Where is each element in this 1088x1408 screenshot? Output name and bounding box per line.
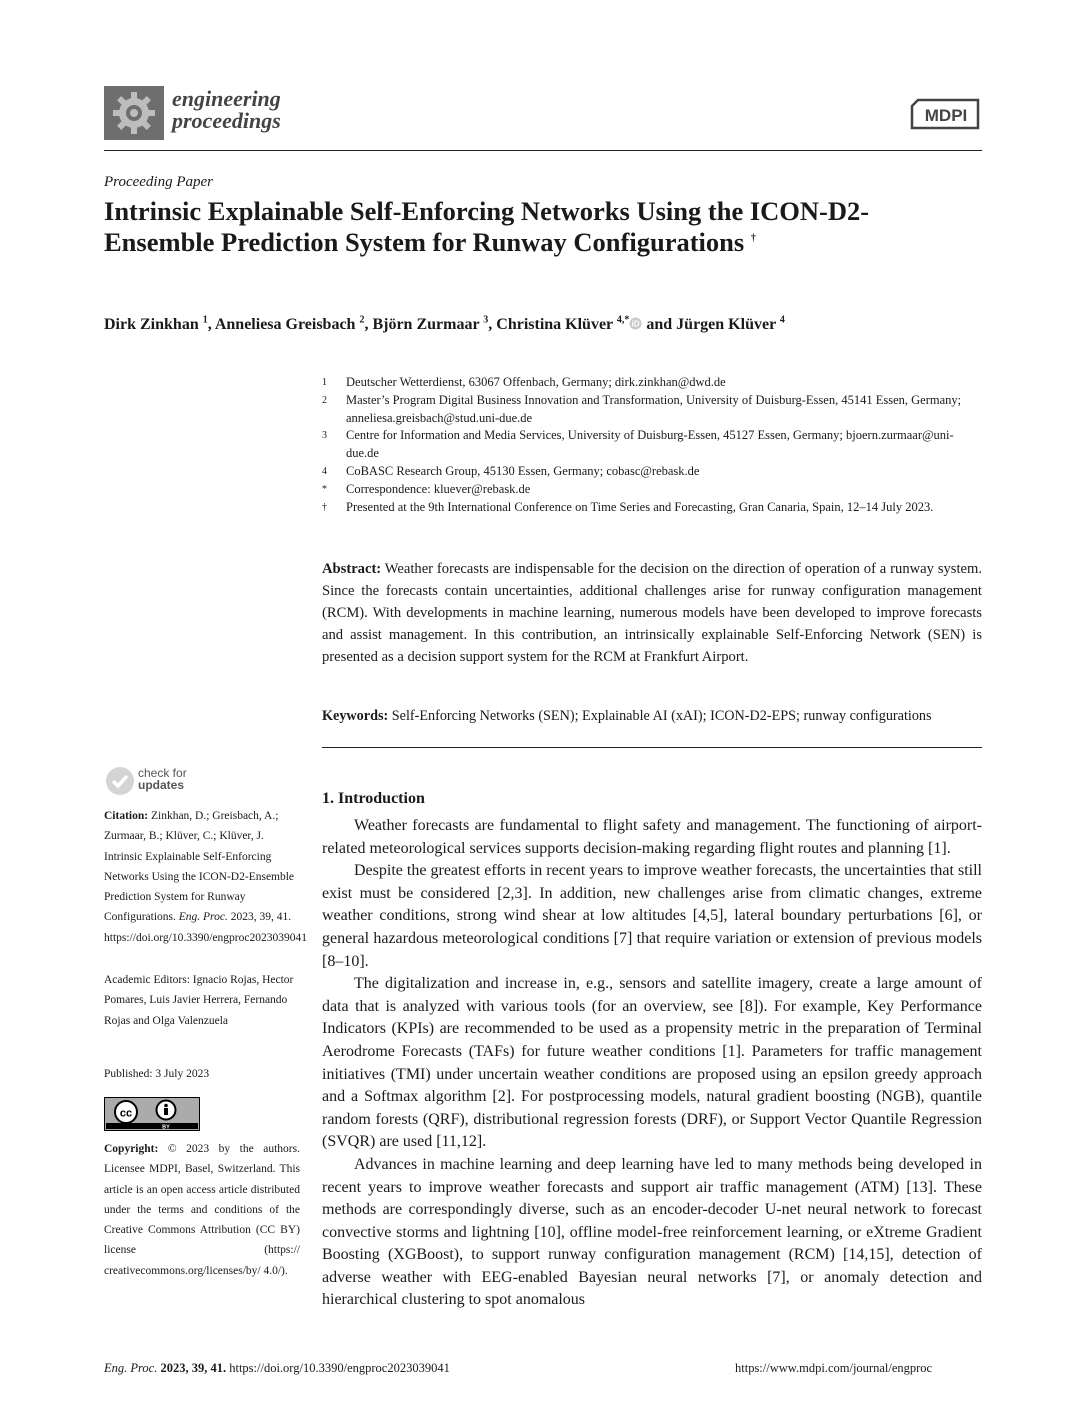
body-paragraph: Despite the greatest efforts in recent years to improve weather forecasts, the uncertainties that still exist must be considered [2,3]. In addition, new challenges arise from climatic changes, extreme weather conditions, strong wind shear at low altitudes [4,5], lateral boundary perturbations [6], or general hazardous meteorological conditions [7] that require variation or extension of previous models [8–10]. [322, 862, 982, 970]
citation-doi-link[interactable]: https://doi.org/10.3390/engproc2023039041 [104, 931, 307, 944]
footer-journal: Eng. Proc. [104, 1361, 158, 1375]
body-text [322, 815, 982, 1312]
affiliation-mark: 4 [322, 465, 327, 477]
section-heading: 1. Introduction [322, 790, 425, 807]
orcid-icon[interactable] [629, 317, 642, 330]
abstract-label: Abstract: [322, 561, 382, 577]
keywords-text: Self-Enforcing Networks (SEN); Explainable AI (xAI); ICON-D2-EPS; runway configurations [391, 708, 932, 724]
author-separator: and [642, 316, 677, 333]
affiliation-mark: * [322, 483, 327, 495]
footer-citation [104, 1361, 450, 1376]
copyright-label: Copyright: [104, 1143, 159, 1155]
keywords-label: Keywords: [322, 708, 389, 724]
keywords [322, 706, 992, 726]
checkmark-circle-icon [104, 765, 136, 797]
author-name: Anneliesa Greisbach [214, 316, 356, 333]
affiliation-mark: 3 [322, 430, 327, 442]
citation-block [104, 806, 307, 948]
author-affiliation: 2 [359, 314, 365, 326]
check-for-updates-button[interactable] [104, 765, 204, 797]
affiliation-mark: † [322, 501, 327, 513]
author-separator: , [364, 316, 373, 333]
header-divider [104, 150, 982, 151]
affiliation-text: Centre for Information and Media Services, University of Duisburg-Essen, 45127 Essen, Germany; bjoern.zurmaar@uni-due.de [346, 428, 954, 461]
check-updates-line1: check for [138, 766, 187, 780]
affiliation-item [322, 392, 982, 428]
author-affiliation: 1 [202, 314, 208, 326]
academic-editors: Academic Editors: Ignacio Rojas, Hector Pomares, Luis Javier Herrera, Fernando Rojas and Olga Valenzuela [104, 974, 294, 1027]
body-paragraph: Weather forecasts are fundamental to flight safety and management. The functioning of airport-related meteorological services supports decision-making regarding flight routes and planning [1]. [322, 817, 982, 857]
affiliations [322, 374, 982, 516]
affiliation-text: Correspondence: kluever@rebask.de [346, 481, 531, 496]
body-paragraph: Advances in machine learning and deep learning have led to many methods being developed in recent years to improve weather forecasts and support air traffic management (ATM) [13]. These methods are correspondingly diverse, such as an encoder-decoder U-net neural network to forecast convective storms and lightning [10], offline model-free reinforcement learning, or eXtreme Gradient Boosting (XGBoost), to support runway configuration management (RCM) [14,15], detection of adverse weather with EEG-enabled Bayesian neural networks [7], or anomaly detection and hierarchical clustering to spot anomalous [322, 1155, 982, 1309]
body-paragraph: The digitalization and increase in, e.g., sensors and satellite imagery, create a large amount of data that is analyzed with various tools (for an overview, see [8]). For example, Key Performance Indicators (KPIs) are recommended to be used as a propensity metric in the preparation of Terminal Aerodrome Forecasts (TAFs) for future weather conditions [1]. Parameters for traffic management initiatives (TMI) under uncertain weather conditions are proposed using an epsilon greedy approach and a Softmax algorithm [2]. For postprocessing models, natural gradient boosting (NGB), quantile random forests (QRF), distributional regression forests (DRF), or Support Vector Quantile Regression (SVQR) are used [11,12]. [322, 975, 982, 1151]
citation-journal: Eng. Proc. [178, 911, 228, 924]
mdpi-logo [908, 96, 982, 132]
abstract-text: Weather forecasts are indispensable for the decision on the direction of operation of a runway system. Since the forecasts contain uncertainties, additional challenges arise for runway configuration management (RCM). With developments in machine learning, numerous models have been developed to improve forecasts and assist management. In this contribution, an intrinsically explainable Self-Enforcing Network (SEN) is presented as a decision support system for the RCM at Frankfurt Airport. [322, 561, 983, 665]
affiliation-text: Deutscher Wetterdienst, 63067 Offenbach, Germany; dirk.zinkhan@dwd.de [346, 375, 726, 389]
check-updates-line2: updates [138, 778, 185, 792]
affiliation-item [322, 481, 982, 499]
footer-doi-link[interactable]: https://doi.org/10.3390/engproc2023039041 [229, 1361, 450, 1375]
citation-text: Zinkhan, D.; Greisbach, A.; Zurmaar, B.; Klüver, C.; Klüver, J. Intrinsic Explainable Self-Enforcing Networks Using the ICON-D2-Ensemble Prediction System for Runway Configurations. [104, 810, 295, 924]
mdpi-logo-text: MDPI [924, 106, 968, 125]
journal-gear-logo [104, 86, 164, 140]
affiliation-text: Master’s Program Digital Business Innovation and Transformation, University of Duisburg-Essen, 45141 Essen, Germany; anneliesa.greisbach@stud.uni-due.de [346, 392, 962, 425]
author-separator: , [207, 316, 215, 333]
published-date: Published: 3 July 2023 [104, 1068, 210, 1080]
paper-title-text: Intrinsic Explainable Self-Enforcing Networks Using the ICON-D2-Ensemble Prediction System for Runway Configurations [104, 196, 870, 257]
citation-volume: 2023, 39, 41. [230, 911, 292, 924]
cc-by-label: BY [162, 1124, 170, 1131]
footer-journal-url[interactable]: https://www.mdpi.com/journal/engproc [735, 1361, 933, 1375]
author-separator: , [488, 316, 497, 333]
author-affiliation: 4 [779, 314, 785, 326]
copyright-text: © 2023 by the authors. Licensee MDPI, Basel, Switzerland. This article is an open access article distributed under the terms and conditions of the Creative Commons Attribution (CC BY) license (https:// creativecommons.org/licenses/by/ 4.0/). [104, 1143, 300, 1277]
svg-text:cc: cc [119, 1107, 133, 1120]
journal-name-line2: proceedings [172, 108, 281, 133]
footer-volume: 2023, 39, 41. [160, 1361, 227, 1375]
title-footnote-mark: † [750, 233, 756, 245]
abstract [322, 558, 982, 668]
journal-name [172, 88, 281, 132]
author-name: Christina Klüver [496, 316, 613, 333]
affiliation-item [322, 427, 982, 463]
citation-label: Citation: [104, 810, 149, 822]
affiliation-text: Presented at the 9th International Conference on Time Series and Forecasting, Gran Canaria, Spain, 12–14 July 2023. [346, 499, 934, 514]
affiliation-text: CoBASC Research Group, 45130 Essen, Germany; cobasc@rebask.de [346, 463, 700, 478]
author-name: Dirk Zinkhan [104, 316, 199, 333]
paper-title [104, 196, 964, 258]
author-list [104, 316, 984, 334]
affiliation-mark: 2 [322, 394, 327, 406]
affiliation-mark: 1 [322, 377, 327, 388]
author-name: Jürgen Klüver [676, 316, 776, 333]
author-affiliation: 4,* [616, 314, 630, 326]
author-affiliation: 3 [483, 314, 489, 326]
paper-type: Proceeding Paper [104, 174, 213, 190]
copyright-notice [104, 1139, 300, 1281]
affiliation-item [322, 374, 982, 392]
author-name: Björn Zurmaar [372, 316, 480, 333]
cc-by-license-badge[interactable] [104, 1097, 200, 1131]
journal-name-line1: engineering [172, 86, 281, 111]
svg-text:iD: iD [631, 319, 640, 329]
affiliation-item [322, 463, 982, 481]
affiliation-item [322, 499, 982, 517]
abstract-divider [322, 747, 982, 748]
